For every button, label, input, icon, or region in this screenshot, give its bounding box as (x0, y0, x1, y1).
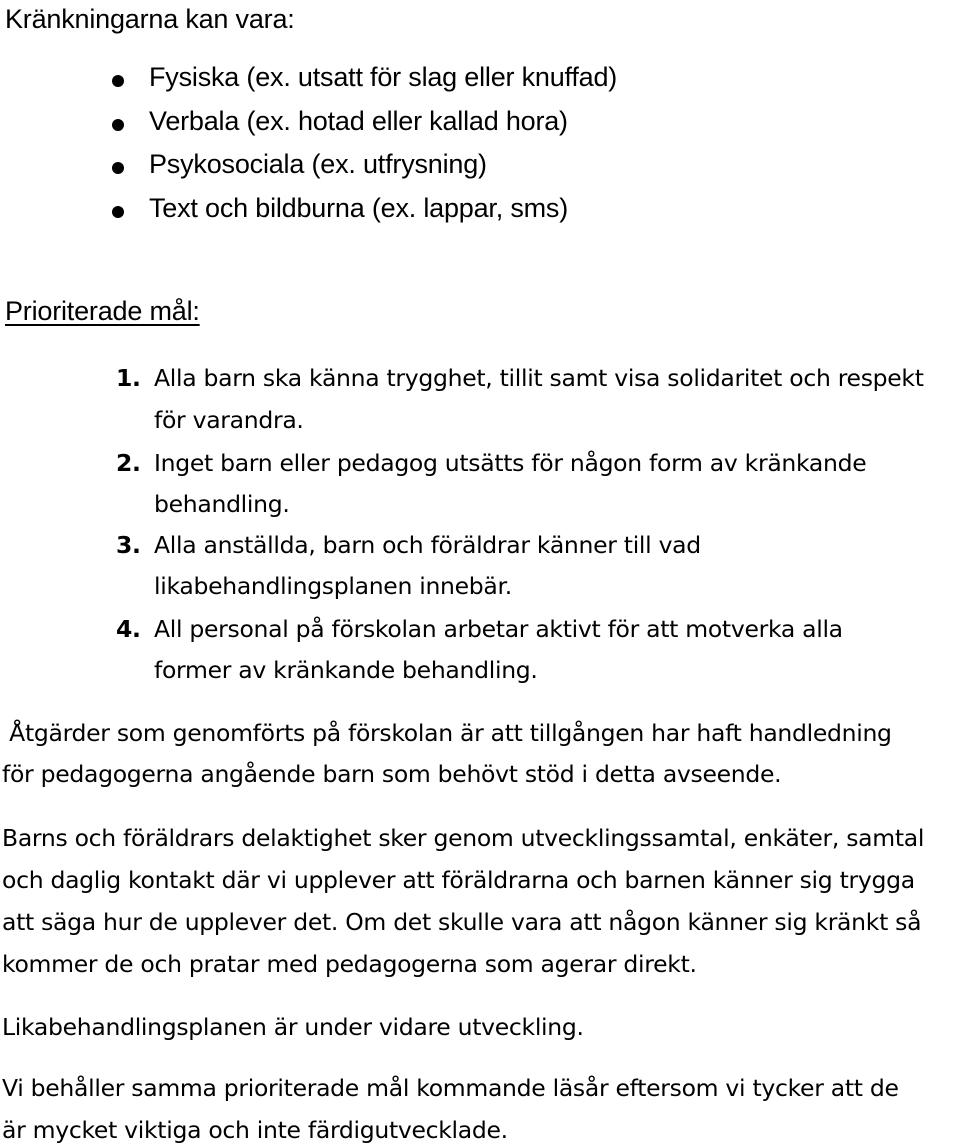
paragraph-line: Vi behåller samma prioriterade mål kommande läsår eftersom vi tycker att de (2, 1074, 899, 1102)
goal-text-line: för varandra. (154, 406, 304, 434)
goal-number: 3. (116, 531, 141, 559)
paragraph-line: Likabehandlingsplanen är under vidare utveckling. (2, 1013, 584, 1041)
paragraph-line: för pedagogerna angående barn som behövt stöd i detta avseende. (2, 760, 782, 788)
list-item: Verbala (ex. hotad eller kallad hora) (149, 106, 568, 136)
goals-heading: Prioriterade mål: (5, 296, 200, 326)
goal-text-line: All personal på förskolan arbetar aktivt för att motverka alla (154, 615, 843, 643)
bullet-icon (112, 75, 124, 87)
paragraph-line: att säga hur de upplever det. Om det skulle vara att någon känner sig kränkt så (2, 908, 922, 936)
list-item: Psykosociala (ex. utfrysning) (149, 149, 487, 179)
list-item: Fysiska (ex. utsatt för slag eller knuffad) (149, 62, 618, 92)
paragraph-line: Barns och föräldrars delaktighet sker genom utvecklingssamtal, enkäter, samtal (2, 824, 925, 852)
bullet-icon (112, 162, 124, 174)
goal-number: 4. (116, 615, 141, 643)
goal-text-line: likabehandlingsplanen innebär. (154, 572, 512, 600)
goal-number: 2. (116, 449, 141, 477)
goal-text-line: behandling. (154, 490, 290, 518)
bullet-icon (112, 206, 124, 218)
goal-number: 1. (116, 364, 141, 392)
goal-text-line: Alla anställda, barn och föräldrar känner till vad (154, 531, 701, 559)
goal-text-line: former av kränkande behandling. (154, 656, 538, 684)
list-item: Text och bildburna (ex. lappar, sms) (149, 193, 568, 223)
goal-text-line: Alla barn ska känna trygghet, tillit samt visa solidaritet och respekt (154, 364, 924, 392)
bullet-icon (112, 119, 124, 131)
paragraph-line: Åtgärder som genomförts på förskolan är att tillgången har haft handledning (2, 719, 892, 747)
paragraph-line: är mycket viktiga och inte färdigutvecklade. (2, 1116, 508, 1144)
goal-text-line: Inget barn eller pedagog utsätts för någon form av kränkande (154, 449, 867, 477)
intro-heading: Kränkningarna kan vara: (5, 4, 295, 34)
paragraph-line: och daglig kontakt där vi upplever att föräldrarna och barnen känner sig trygga (2, 866, 915, 894)
paragraph-line: kommer de och pratar med pedagogerna som agerar direkt. (2, 950, 697, 978)
